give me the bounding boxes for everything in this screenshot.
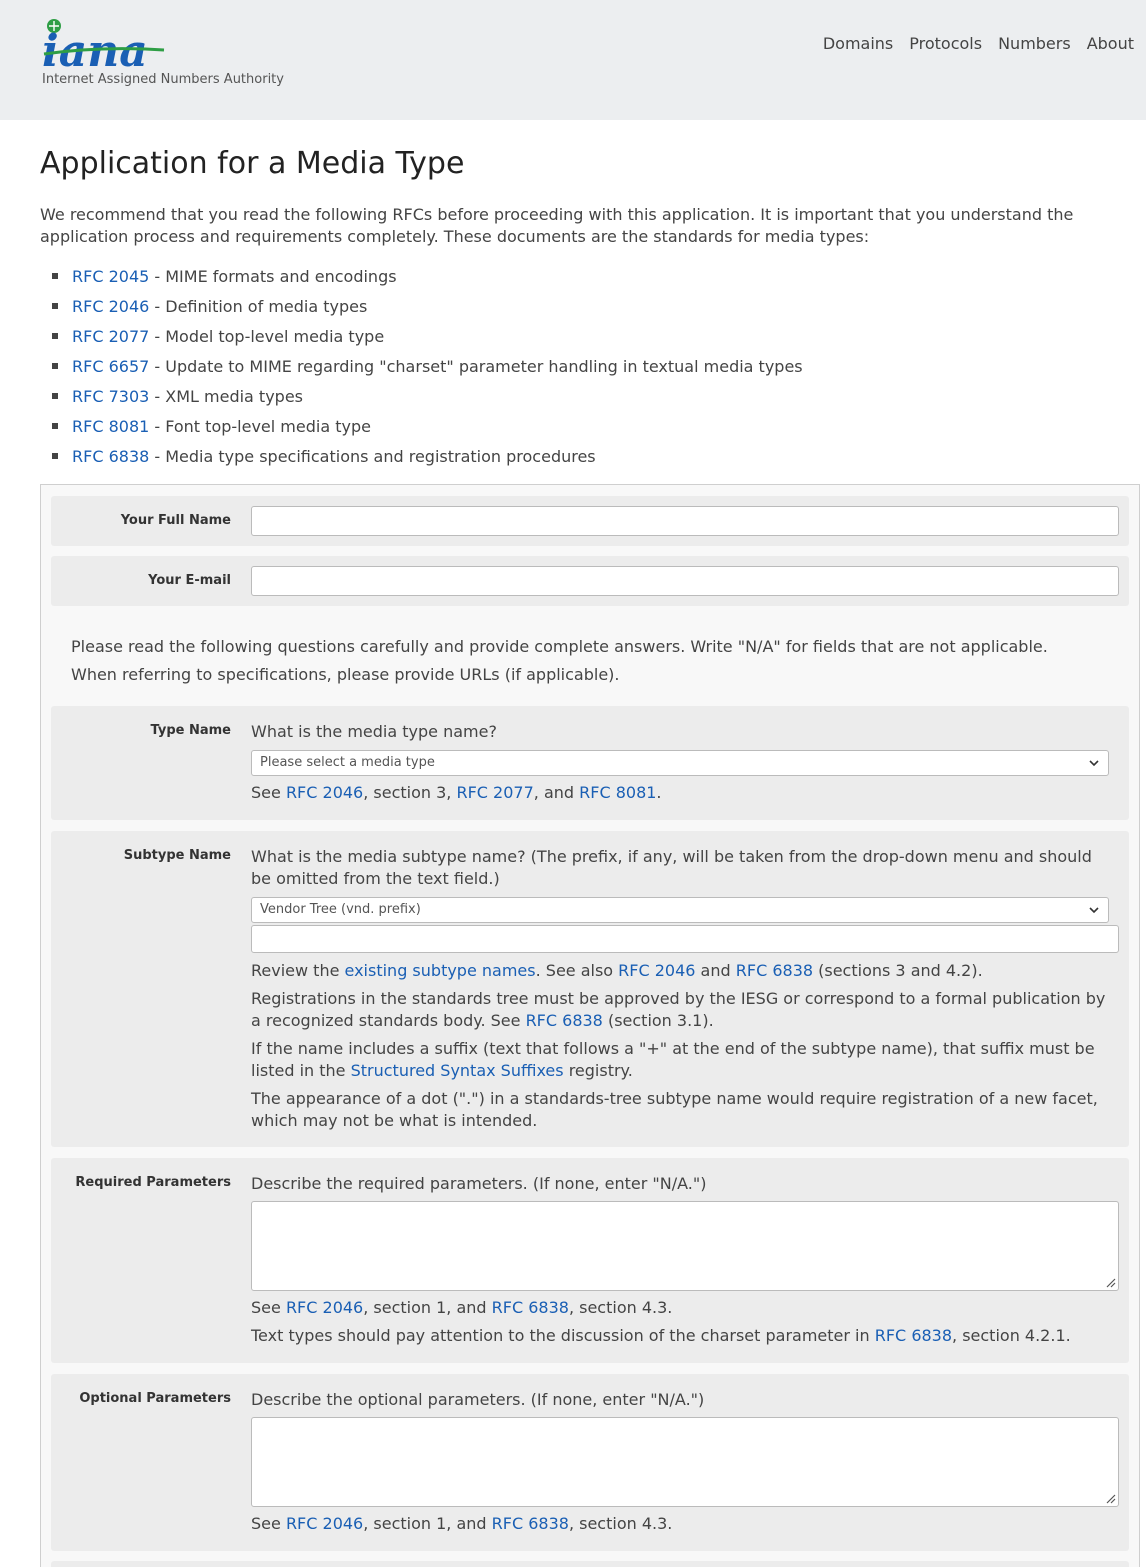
rfc-link[interactable]: RFC 2077 xyxy=(456,783,534,802)
help-text: and xyxy=(695,961,736,980)
form-note-1: Please read the following questions carefully and provide complete answers. Write "N/A" for fields that are not applicable. xyxy=(71,637,1048,656)
bullet-icon xyxy=(52,333,58,339)
bullet-icon xyxy=(52,363,58,369)
bullet-icon xyxy=(52,393,58,399)
rfc-desc: - MIME formats and encodings xyxy=(149,267,397,286)
bullet-icon xyxy=(52,453,58,459)
email-row xyxy=(51,556,1129,606)
help-text: , section 1, and xyxy=(363,1514,492,1533)
application-form xyxy=(40,484,1140,1567)
rfc-list xyxy=(52,266,803,476)
subtype-name-question: What is the media subtype name? (The prefix, if any, will be taken from the drop-down menu and should be omitted from the text field.) xyxy=(251,847,1092,888)
help-text: . See also xyxy=(535,961,619,980)
subtype-help-3 xyxy=(251,1038,1111,1082)
main-nav xyxy=(807,34,1134,53)
help-text: , section 1, and xyxy=(363,1298,492,1317)
type-name-help xyxy=(251,782,1111,804)
chevron-down-icon xyxy=(1088,757,1100,769)
help-text: See xyxy=(251,1514,286,1533)
rfc-link[interactable]: RFC 6838 xyxy=(525,1011,603,1030)
help-text: See xyxy=(251,1298,286,1317)
help-text: Review the xyxy=(251,961,345,980)
bullet-icon xyxy=(52,303,58,309)
help-text: registry. xyxy=(563,1061,633,1080)
help-text: (sections 3 and 4.2). xyxy=(813,961,983,980)
subtype-name-section xyxy=(51,831,1129,1147)
nav-domains[interactable]: Domains xyxy=(822,34,894,53)
rfc-desc: - XML media types xyxy=(149,387,304,406)
type-name-question: What is the media type name? xyxy=(251,722,497,741)
optional-params-label: Optional Parameters xyxy=(79,1391,231,1406)
rfc-desc: - Media type specifications and registration procedures xyxy=(149,447,596,466)
help-text: Text types should pay attention to the discussion of the charset parameter in xyxy=(251,1326,875,1345)
optional-params-textarea[interactable] xyxy=(251,1417,1119,1507)
required-params-help-1 xyxy=(251,1297,1111,1319)
help-text: If the name includes a suffix (text that follows a "+" at the end of the subtype name), that suffix must be listed in the xyxy=(251,1039,1095,1080)
email-input[interactable] xyxy=(251,566,1119,596)
subtype-help-4: The appearance of a dot (".") in a standards-tree subtype name would require registration of a new facet, which may not be what is intended. xyxy=(251,1089,1098,1130)
rfc-link[interactable]: RFC 6838 xyxy=(491,1514,569,1533)
subtype-help-1 xyxy=(251,960,1111,982)
rfc-link[interactable]: RFC 2046 xyxy=(618,961,696,980)
list-item xyxy=(52,296,803,326)
svg-text:iana: iana xyxy=(42,26,148,77)
required-params-help-2 xyxy=(251,1325,1111,1347)
required-params-textarea[interactable] xyxy=(251,1201,1119,1291)
list-item xyxy=(52,266,803,296)
page-title: Application for a Media Type xyxy=(40,146,465,181)
help-text: , section 4.3. xyxy=(568,1514,673,1533)
list-item xyxy=(52,326,803,356)
form-note-2: When referring to specifications, please provide URLs (if applicable). xyxy=(71,665,620,684)
rfc-link[interactable]: RFC 2077 xyxy=(72,327,150,346)
list-item xyxy=(52,446,803,476)
list-item xyxy=(52,356,803,386)
optional-params-help xyxy=(251,1513,1111,1535)
rfc-desc: - Model top-level media type xyxy=(149,327,385,346)
subtype-help-2 xyxy=(251,988,1111,1032)
rfc-link[interactable]: RFC 2046 xyxy=(285,1298,364,1317)
rfc-desc: - Definition of media types xyxy=(149,297,368,316)
email-label: Your E-mail xyxy=(148,573,231,588)
subtype-name-label: Subtype Name xyxy=(123,848,231,863)
media-type-select[interactable] xyxy=(251,750,1109,776)
help-text: , section 3, xyxy=(363,783,457,802)
help-text: See xyxy=(251,783,286,802)
optional-params-question: Describe the optional parameters. (If none, enter "N/A.") xyxy=(251,1390,705,1409)
rfc-link[interactable]: RFC 6657 xyxy=(72,357,150,376)
rfc-link[interactable]: RFC 6838 xyxy=(735,961,814,980)
tree-select[interactable] xyxy=(251,897,1109,923)
nav-numbers[interactable]: Numbers xyxy=(998,34,1071,53)
type-name-section xyxy=(51,706,1129,820)
help-text: . xyxy=(656,783,662,802)
list-item xyxy=(52,386,803,416)
rfc-desc: - Font top-level media type xyxy=(149,417,371,436)
bullet-icon xyxy=(52,273,58,279)
existing-subtypes-link[interactable]: existing subtype names xyxy=(344,961,536,980)
rfc-link[interactable]: RFC 2045 xyxy=(72,267,150,286)
required-params-question: Describe the required parameters. (If none, enter "N/A.") xyxy=(251,1174,707,1193)
required-params-label: Required Parameters xyxy=(75,1175,231,1190)
rfc-link[interactable]: RFC 8081 xyxy=(72,417,150,436)
select-value: Please select a media type xyxy=(260,755,435,770)
help-text: , and xyxy=(533,783,580,802)
list-item xyxy=(52,416,803,446)
type-name-label: Type Name xyxy=(150,723,231,738)
site-header xyxy=(0,0,1146,120)
help-text: Registrations in the standards tree must be approved by the IESG or correspond to a formal publication by a recognized standards body. See xyxy=(251,989,1106,1030)
rfc-link[interactable]: RFC 2046 xyxy=(285,1514,364,1533)
full-name-label: Your Full Name xyxy=(120,513,231,528)
nav-about[interactable]: About xyxy=(1086,34,1134,53)
subtype-name-input[interactable] xyxy=(251,925,1119,953)
chevron-down-icon xyxy=(1088,904,1100,916)
intro-paragraph: We recommend that you read the following RFCs before proceeding with this application. It is important that you understand the application process and requirements completely. These documents are the standards for media types: xyxy=(40,205,1074,246)
help-text: , section 4.2.1. xyxy=(952,1326,1071,1345)
rfc-link[interactable]: RFC 7303 xyxy=(72,387,150,406)
full-name-row xyxy=(51,496,1129,546)
select-value: Vendor Tree (vnd. prefix) xyxy=(260,902,421,917)
next-section xyxy=(51,1561,1129,1567)
required-params-section xyxy=(51,1158,1129,1363)
org-name: Internet Assigned Numbers Authority xyxy=(42,72,284,87)
rfc-link[interactable]: RFC 2046 xyxy=(72,297,150,316)
rfc-link[interactable]: RFC 6838 xyxy=(491,1298,569,1317)
help-text: , section 4.3. xyxy=(568,1298,673,1317)
rfc-link[interactable]: RFC 6838 xyxy=(72,447,150,466)
resize-grip-icon[interactable] xyxy=(1104,1276,1116,1288)
bullet-icon xyxy=(52,423,58,429)
help-text: (section 3.1). xyxy=(602,1011,714,1030)
full-name-input[interactable] xyxy=(251,506,1119,536)
suffixes-link[interactable]: Structured Syntax Suffixes xyxy=(350,1061,564,1080)
rfc-link[interactable]: RFC 6838 xyxy=(874,1326,953,1345)
rfc-desc: - Update to MIME regarding "charset" parameter handling in textual media types xyxy=(149,357,803,376)
optional-params-section xyxy=(51,1374,1129,1551)
rfc-link[interactable]: RFC 2046 xyxy=(285,783,364,802)
rfc-link[interactable]: RFC 8081 xyxy=(579,783,657,802)
nav-protocols[interactable]: Protocols xyxy=(909,34,983,53)
resize-grip-icon[interactable] xyxy=(1104,1492,1116,1504)
